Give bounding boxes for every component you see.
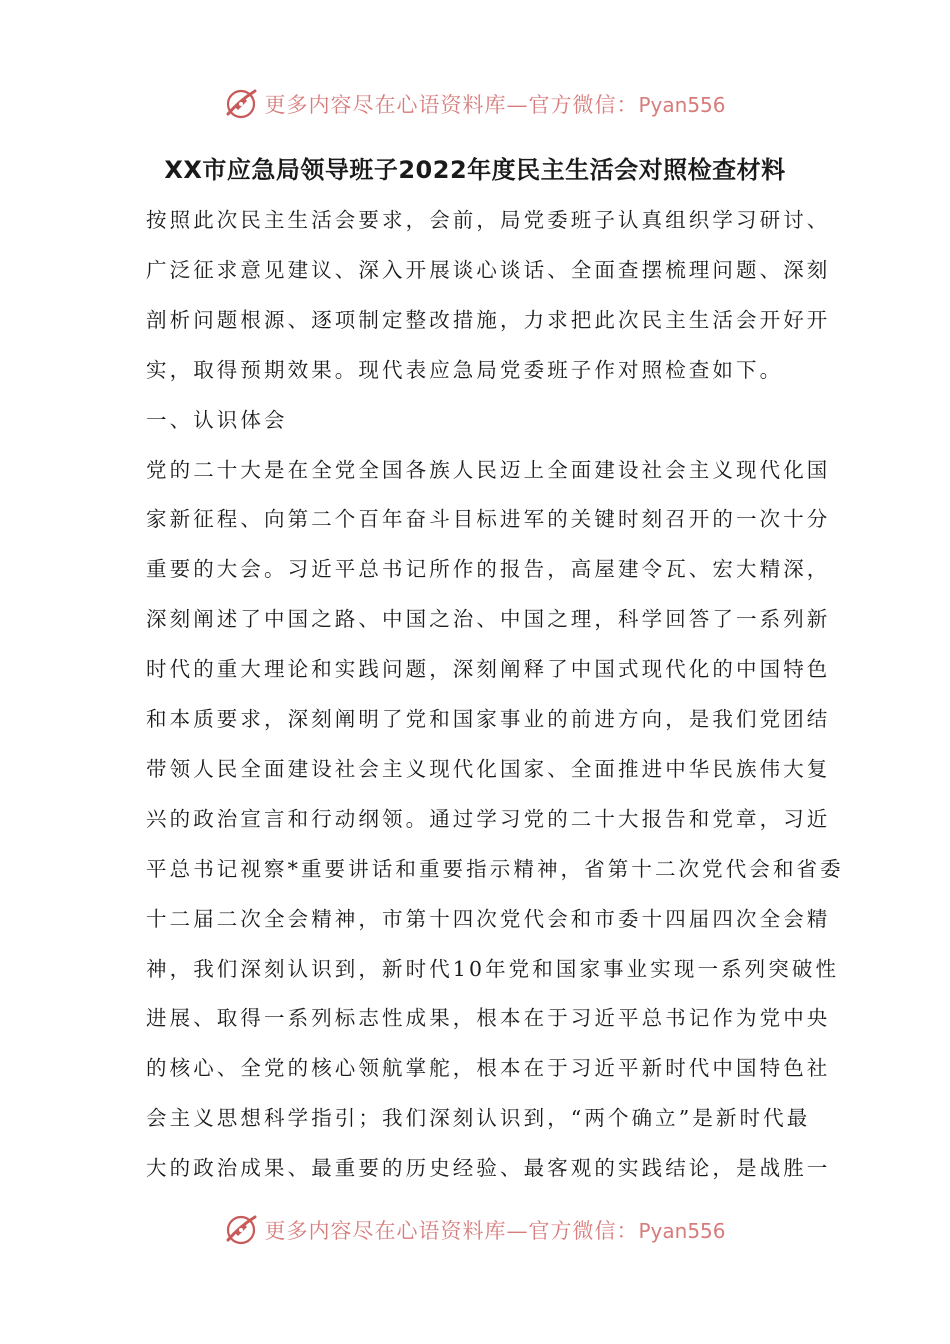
- paragraph-line: 大的政治成果、最重要的历史经验、最客观的实践结论，是战胜一: [146, 1156, 831, 1181]
- paragraph-line: 重要的大会。习近平总书记所作的报告，高屋建令瓦、宏大精深，: [146, 557, 831, 582]
- paragraph-line: 家新征程、向第二个百年奋斗目标进军的关键时刻召开的一次十分: [146, 507, 831, 532]
- pen-nib-logo-icon: [224, 1213, 258, 1247]
- paragraph-line: 时代的重大理论和实践问题，深刻阐释了中国式现代化的中国特色: [146, 657, 831, 682]
- watermark-text: 更多内容尽在心语资料库—官方微信：Pyan556: [264, 93, 726, 117]
- paragraph-line: 广泛征求意见建议、深入开展谈心谈话、全面查摆梳理问题、深刻: [146, 257, 831, 282]
- watermark-header: [0, 84, 950, 124]
- paragraph-line: 进展、取得一系列标志性成果，根本在于习近平总书记作为党中央: [146, 1006, 831, 1031]
- pen-nib-logo-icon: [224, 87, 258, 121]
- paragraph-line: 十二届二次全会精神，市第十四次党代会和市委十四届四次全会精: [146, 906, 831, 931]
- paragraph-line: 神，我们深刻认识到，新时代10年党和国家事业实现一系列突破性: [146, 956, 840, 981]
- paragraph-line: 按照此次民主生活会要求，会前，局党委班子认真组织学习研讨、: [146, 208, 831, 232]
- paragraph-line: 和本质要求，深刻阐明了党和国家事业的前进方向，是我们党团结: [146, 707, 831, 731]
- paragraph-line: 兴的政治宣言和行动纲领。通过学习党的二十大报告和党章，习近: [146, 806, 831, 831]
- paragraph-line: 深刻阐述了中国之路、中国之治、中国之理，科学回答了一系列新: [146, 607, 831, 632]
- paragraph-line: 的核心、全党的核心领航掌舵，根本在于习近平新时代中国特色社: [146, 1056, 831, 1081]
- paragraph-line: 会主义思想科学指引；我们深刻认识到，“两个确立”是新时代最: [146, 1106, 811, 1131]
- watermark-footer: [0, 1210, 950, 1250]
- document-title: XX市应急局领导班子2022年度民主生活会对照检查材料: [164, 156, 786, 184]
- watermark-id: Pyan556: [638, 93, 726, 117]
- paragraph-line: 实，取得预期效果。现代表应急局党委班子作对照检查如下。: [146, 357, 784, 382]
- paragraph-line: 带领人民全面建设社会主义现代化国家、全面推进中华民族伟大复: [146, 756, 831, 781]
- paragraph-line: 平总书记视察*重要讲话和重要指示精神，省第十二次党代会和省委: [146, 856, 844, 881]
- section-heading: 一、认识体会: [146, 407, 288, 432]
- watermark-id: Pyan556: [638, 1219, 726, 1243]
- paragraph-line: 剖析问题根源、逐项制定整改措施，力求把此次民主生活会开好开: [146, 307, 831, 332]
- paragraph-line: 党的二十大是在全党全国各族人民迈上全面建设社会主义现代化国: [146, 457, 831, 482]
- watermark-text: 更多内容尽在心语资料库—官方微信：Pyan556: [264, 1219, 726, 1243]
